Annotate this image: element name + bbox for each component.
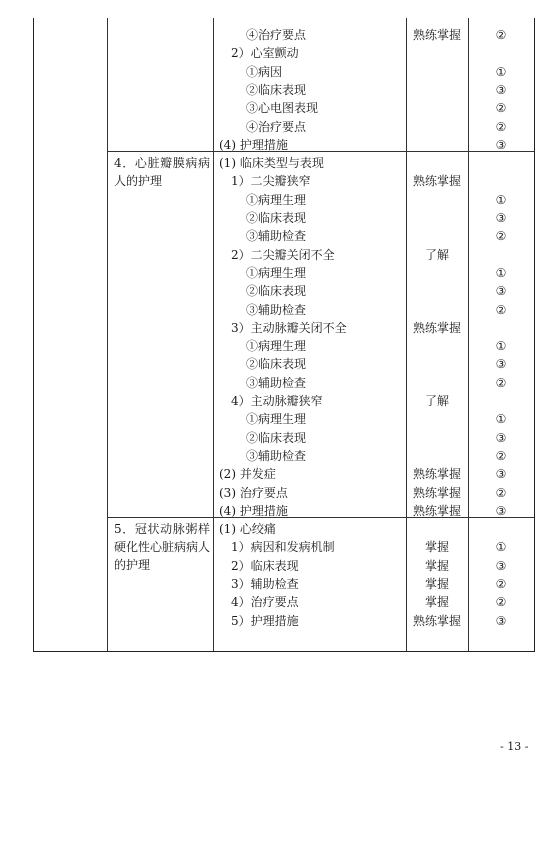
level-cell: ②	[495, 485, 507, 500]
table-row	[34, 484, 534, 502]
level-cell: ③	[495, 82, 507, 97]
table-row	[34, 593, 534, 611]
table-row	[34, 520, 534, 538]
content-item: 4）治疗要点	[231, 595, 299, 610]
table-row	[34, 264, 534, 282]
chapter-title: 4．心脏瓣膜病病人的护理	[114, 156, 210, 189]
table-row	[34, 612, 534, 630]
requirement-cell: 掌握	[424, 540, 449, 555]
content-item: 4）主动脉瓣狭窄	[231, 394, 323, 408]
requirement-cell: 熟练掌握	[412, 28, 461, 42]
content-item: (1) 临床类型与表现	[219, 156, 324, 171]
level-cell: ②	[495, 229, 507, 244]
level-cell: ③	[495, 430, 507, 445]
table-row	[34, 246, 534, 264]
requirement-cell: 了解	[424, 394, 449, 408]
table-row	[34, 282, 534, 300]
table-row	[34, 99, 534, 117]
table-row	[34, 154, 534, 172]
content-item: 1）病因和发病机制	[231, 540, 335, 555]
table-row	[34, 429, 534, 447]
level-cell: ②	[495, 101, 507, 116]
table-row	[34, 26, 534, 44]
level-cell: ②	[495, 577, 507, 591]
requirement-cell: 熟练掌握	[412, 503, 461, 518]
level-cell: ②	[495, 595, 507, 610]
content-item: ①病理生理	[246, 339, 307, 354]
content-item: ③辅助检查	[246, 229, 307, 244]
requirement-cell: 熟练掌握	[412, 613, 461, 628]
level-cell: ③	[495, 503, 507, 518]
syllabus-table	[33, 18, 535, 652]
level-cell: ③	[495, 357, 507, 372]
content-item: ①病理生理	[246, 412, 307, 427]
content-item: ③辅助检查	[246, 375, 307, 390]
content-item: (4) 护理措施	[219, 137, 288, 152]
level-cell: ②	[495, 448, 507, 463]
content-item: ②临床表现	[246, 211, 307, 225]
table-row	[34, 337, 534, 355]
table-row	[34, 557, 534, 575]
level-cell: ②	[495, 28, 507, 42]
requirement-cell: 熟练掌握	[412, 320, 461, 335]
table-row	[34, 465, 534, 483]
content-item: ④治疗要点	[246, 119, 307, 134]
section-divider	[107, 151, 534, 152]
table-row	[34, 410, 534, 428]
table-row	[34, 209, 534, 227]
content-item: ①病理生理	[246, 265, 307, 280]
content-item: 2）心室颤动	[231, 46, 299, 61]
content-item: 2）二尖瓣关闭不全	[231, 247, 335, 262]
table-row	[34, 319, 534, 337]
section-divider	[107, 517, 534, 518]
requirement-cell: 熟练掌握	[412, 485, 461, 500]
level-cell: ①	[495, 540, 507, 555]
table-row	[34, 392, 534, 410]
content-item: 2）临床表现	[231, 558, 299, 573]
table-row	[34, 538, 534, 556]
table-row	[34, 374, 534, 392]
level-cell: ②	[495, 302, 507, 317]
level-cell: ③	[495, 211, 507, 225]
level-cell: ①	[495, 265, 507, 280]
content-item: ③心电图表现	[246, 101, 319, 116]
level-cell: ③	[495, 137, 507, 152]
content-item: ③辅助检查	[246, 448, 307, 463]
table-row	[34, 191, 534, 209]
level-cell: ②	[495, 119, 507, 134]
page-number: - 13 -	[500, 740, 529, 753]
table-row	[34, 227, 534, 245]
content-item: 5）护理措施	[231, 613, 299, 628]
level-cell: ③	[495, 558, 507, 573]
table-row	[34, 44, 534, 62]
table-row	[34, 118, 534, 136]
table-row	[34, 63, 534, 81]
content-item: (1) 心绞痛	[219, 522, 276, 537]
content-item: ②临床表现	[246, 82, 307, 97]
content-item: ①病理生理	[246, 192, 307, 207]
requirement-cell: 熟练掌握	[412, 174, 461, 189]
requirement-cell: 了解	[424, 247, 449, 262]
content-item: (4) 护理措施	[219, 503, 288, 518]
content-item: (3) 治疗要点	[219, 485, 288, 500]
requirement-cell: 掌握	[424, 577, 449, 591]
content-item: ①病因	[246, 64, 283, 79]
table-row	[34, 447, 534, 465]
level-cell: ①	[495, 192, 507, 207]
requirement-cell: 掌握	[424, 558, 449, 573]
content-item: ④治疗要点	[246, 28, 307, 42]
level-cell: ①	[495, 64, 507, 79]
content-item: ③辅助检查	[246, 302, 307, 317]
content-item: 3）辅助检查	[231, 577, 299, 591]
level-cell: ①	[495, 339, 507, 354]
content-item: 3）主动脉瓣关闭不全	[231, 320, 347, 335]
level-cell: ②	[495, 375, 507, 390]
level-cell: ③	[495, 613, 507, 628]
table-row	[34, 301, 534, 319]
content-item: (2) 并发症	[219, 467, 276, 482]
level-cell: ③	[495, 467, 507, 482]
level-cell: ③	[495, 284, 507, 299]
content-item: 1）二尖瓣狭窄	[231, 174, 311, 189]
chapter-title: 5．冠状动脉粥样硬化性心脏病病人的护理	[114, 522, 211, 573]
table-row	[34, 172, 534, 190]
table-row	[34, 575, 534, 593]
content-item: ②临床表现	[246, 357, 307, 372]
table-row	[34, 355, 534, 373]
level-cell: ①	[495, 412, 507, 427]
requirement-cell: 熟练掌握	[412, 467, 461, 482]
content-item: ②临床表现	[246, 430, 307, 445]
requirement-cell: 掌握	[424, 595, 449, 610]
content-item: ②临床表现	[246, 284, 307, 299]
table-row	[34, 81, 534, 99]
